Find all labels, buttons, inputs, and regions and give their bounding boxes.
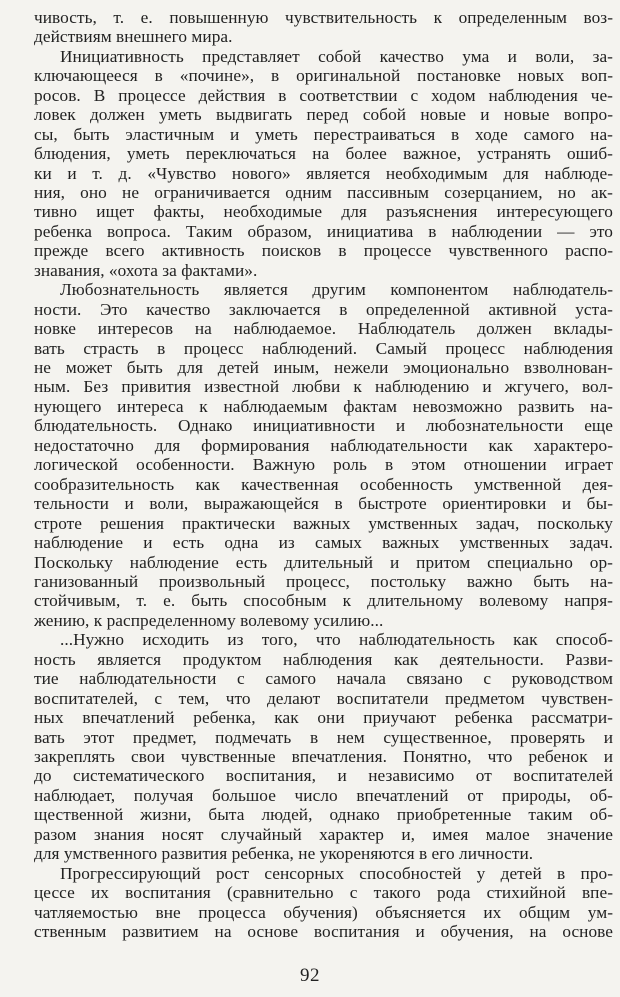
text-line-6: ловек должен уметь выдвигать перед собой новые и новые вопро- bbox=[34, 105, 613, 124]
text-line-33: ...Нужно исходить из того, что наблюдательность как способ- bbox=[60, 630, 613, 649]
text-line-8: блюдения, уметь переключаться на более важное, устранять ошиб- bbox=[34, 144, 613, 163]
text-line-10: ния, оно не ограничивается одним пассивным созерцанием, но ак- bbox=[34, 183, 613, 202]
text-line-20: ным. Без привития известной любви к наблюдению и жгучего, вол- bbox=[34, 377, 613, 396]
text-line-48: ственным развитием на основе воспитания и обучения, на основе bbox=[34, 922, 613, 941]
text-line-36: воспитателей, с тем, что делают воспитатели предметом чувствен- bbox=[34, 689, 613, 708]
text-line-42: щественной жизни, быта людей, однако приобретенные таким об- bbox=[34, 805, 613, 824]
text-line-37: ных впечатлений ребенка, как они приучают ребенка рассматри- bbox=[34, 708, 613, 727]
text-line-21: нующего интереса к наблюдаемым фактам невозможно развить на- bbox=[34, 397, 613, 416]
text-line-27: строте решения практически важных умственных задач, поскольку bbox=[34, 514, 613, 533]
text-line-4: ключающееся в «почине», в оригинальной постановке новых воп- bbox=[34, 66, 613, 85]
text-line-44: для умственного развития ребенка, не укореняются в его личности. bbox=[34, 844, 534, 863]
text-line-2: действиям внешнего мира. bbox=[34, 27, 233, 46]
text-line-35: тие наблюдательности с самого начала связано с руководством bbox=[34, 669, 613, 688]
text-line-16: ности. Это качество заключается в определенной активной уста- bbox=[34, 300, 613, 319]
text-line-18: вать страсть в процесс наблюдений. Самый процесс наблюдения bbox=[34, 339, 613, 358]
text-line-30: ганизованный произвольный процесс, постольку важно быть на- bbox=[34, 572, 613, 591]
text-line-23: недостаточно для формирования наблюдательности как характеро- bbox=[34, 436, 613, 455]
text-line-19: не может быть для детей иным, нежели эмоционально взволнован- bbox=[34, 358, 613, 377]
page-number: 92 bbox=[300, 965, 320, 986]
text-line-28: наблюдение и есть одна из самых важных умственных задач. bbox=[34, 533, 613, 552]
text-line-29: Поскольку наблюдение есть длительный и притом специально ор- bbox=[34, 553, 613, 572]
text-line-31: стойчивым, т. е. быть способным к длительному волевому напря- bbox=[34, 591, 613, 610]
text-line-7: сы, быть эластичным и уметь перестраиваться в ходе самого на- bbox=[34, 125, 613, 144]
text-line-13: прежде всего активность поисков в процессе чувственного распо- bbox=[34, 241, 613, 260]
text-line-38: вать этот предмет, подмечать в нем существенное, проверять и bbox=[34, 728, 613, 747]
text-line-34: ность является продуктом наблюдения как деятельности. Разви- bbox=[34, 650, 613, 669]
text-line-26: тельности и воли, выражающейся в быстроте ориентировки и бы- bbox=[34, 494, 613, 513]
text-line-5: росов. В процессе действия в соответствии с ходом наблюдения че- bbox=[34, 86, 613, 105]
text-line-43: разом знания носят случайный характер и, имея малое значение bbox=[34, 825, 613, 844]
text-line-9: ки и т. д. «Чувство нового» является необходимым для наблюде- bbox=[34, 164, 613, 183]
text-line-41: наблюдает, получая большое число впечатлений от природы, об- bbox=[34, 786, 613, 805]
text-line-14: знавания, «охота за фактами». bbox=[34, 261, 258, 280]
text-line-47: чатляемостью вне процесса обучения) объясняется их общим ум- bbox=[34, 903, 613, 922]
text-line-15: Любознательность является другим компонентом наблюдатель- bbox=[60, 280, 613, 299]
text-line-11: тивно ищет факты, необходимые для разъяснения интересующего bbox=[34, 202, 613, 221]
text-line-1: чивость, т. е. повышенную чувствительность к определенным воз- bbox=[34, 8, 613, 27]
text-line-12: ребенка вопроса. Таким образом, инициатива в наблюдении — это bbox=[34, 222, 613, 241]
text-line-17: новке интересов на наблюдаемое. Наблюдатель должен вклады- bbox=[34, 319, 613, 338]
text-line-45: Прогрессирующий рост сенсорных способностей у детей в про- bbox=[60, 864, 613, 883]
text-line-24: логической особенности. Важную роль в этом отношении играет bbox=[34, 455, 613, 474]
text-line-46: цессе их воспитания (сравнительно с такого рода стихийной впе- bbox=[34, 883, 613, 902]
text-line-22: блюдательность. Однако инициативности и любознательности еще bbox=[34, 416, 613, 435]
text-line-40: до систематического воспитания, и независимо от воспитателей bbox=[34, 766, 613, 785]
text-line-25: сообразительность как качественная особенность умственной дея- bbox=[34, 475, 613, 494]
text-line-32: жению, к распределенному волевому усилию... bbox=[34, 611, 384, 630]
text-line-3: Инициативность представляет собой качество ума и воли, за- bbox=[60, 47, 613, 66]
text-line-39: закреплять свои чувственные впечатления. Понятно, что ребенок и bbox=[34, 747, 613, 766]
